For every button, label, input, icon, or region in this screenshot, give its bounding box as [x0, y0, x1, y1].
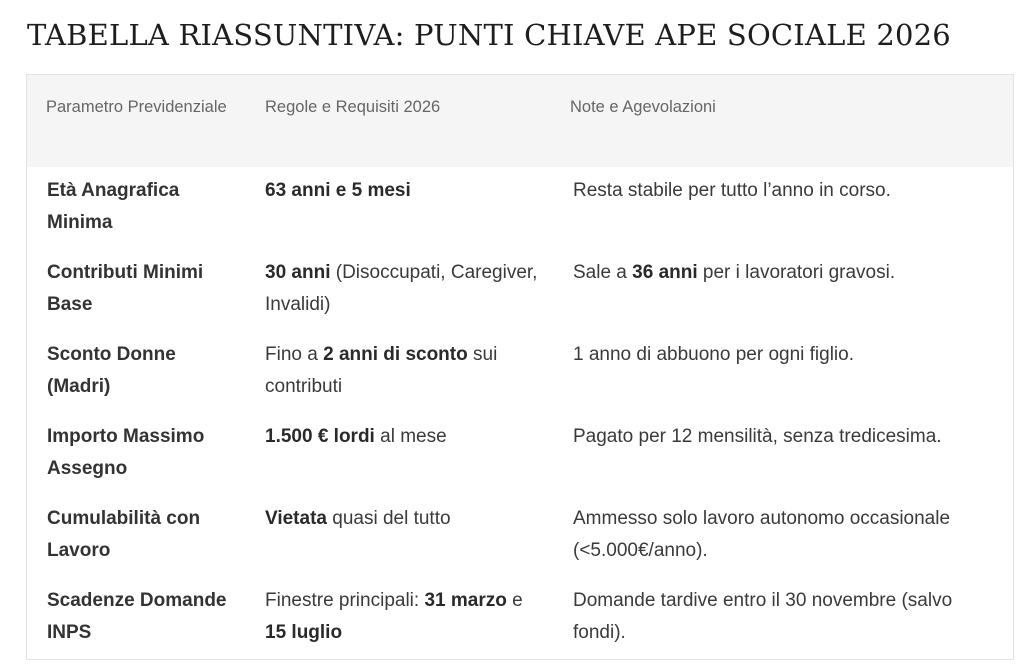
- table-row: [27, 503, 1013, 585]
- table-row: [27, 421, 1013, 503]
- note-cell: [551, 503, 1013, 585]
- table-header-row: [27, 75, 1013, 167]
- summary-table-container: [26, 74, 1014, 660]
- rule-bold: Vietata: [265, 508, 327, 529]
- rule-text: Fino a: [265, 344, 324, 365]
- rule-bold: 1.500 € lordi: [265, 426, 375, 447]
- note-text: Ammesso solo lavoro autonomo occasionale (<5.000€/anno).: [573, 508, 951, 561]
- note-bold: 36 anni: [632, 262, 698, 283]
- header-param: Parametro Previdenziale: [46, 98, 227, 116]
- summary-table: [27, 75, 1013, 660]
- rule-text: Finestre principali:: [265, 590, 425, 611]
- param-cell: Età Anagrafica Minima: [47, 180, 180, 233]
- rule-text: e: [506, 590, 523, 611]
- rule-bold: 31 marzo: [424, 590, 507, 611]
- rule-text: sui contributi: [265, 344, 498, 397]
- note-cell: [551, 585, 1013, 660]
- rule-bold: 15 luglio: [265, 622, 343, 643]
- rule-cell: [246, 421, 551, 503]
- note-text: Domande tardive entro il 30 novembre (salvo fondi).: [573, 590, 953, 643]
- table-header: [27, 75, 1013, 167]
- table-row: [27, 257, 1013, 339]
- table-body: [27, 167, 1013, 660]
- table-row: [27, 339, 1013, 421]
- table-row: [27, 585, 1013, 660]
- page-title: TABELLA RIASSUNTIVA: PUNTI CHIAVE APE SOCIALE 2026: [27, 18, 951, 52]
- param-cell: Contributi Minimi Base: [47, 262, 204, 315]
- table-row: [27, 167, 1013, 257]
- rule-cell: [246, 339, 551, 421]
- rule-bold: 63 anni e 5 mesi: [265, 180, 411, 201]
- note-cell: [551, 167, 1013, 257]
- rule-text: quasi del tutto: [326, 508, 451, 529]
- note-text: Sale a: [573, 262, 633, 283]
- header-notes: Note e Agevolazioni: [570, 98, 716, 116]
- note-text: Resta stabile per tutto l’anno in corso.: [573, 180, 891, 201]
- rule-cell: [246, 257, 551, 339]
- note-text: per i lavoratori gravosi.: [697, 262, 896, 283]
- rule-cell: [246, 585, 551, 660]
- note-cell: [551, 421, 1013, 503]
- rule-bold: 30 anni: [265, 262, 331, 283]
- param-cell: Importo Massimo Assegno: [47, 426, 205, 479]
- note-text: 1 anno di abbuono per ogni figlio.: [573, 344, 855, 365]
- param-cell: Scadenze Domande INPS: [47, 590, 227, 643]
- note-cell: [551, 339, 1013, 421]
- rule-cell: [246, 503, 551, 585]
- note-text: Pagato per 12 mensilità, senza tredicesima.: [573, 426, 942, 447]
- note-cell: [551, 257, 1013, 339]
- rule-text: al mese: [374, 426, 447, 447]
- param-cell: Cumulabilità con Lavoro: [47, 508, 201, 561]
- param-cell: Sconto Donne (Madri): [47, 344, 176, 397]
- rule-text: (Disoccupati, Caregiver, Invalidi): [265, 262, 538, 315]
- rule-bold: 2 anni di sconto: [323, 344, 468, 365]
- header-rules: Regole e Requisiti 2026: [265, 98, 441, 116]
- rule-cell: [246, 167, 551, 257]
